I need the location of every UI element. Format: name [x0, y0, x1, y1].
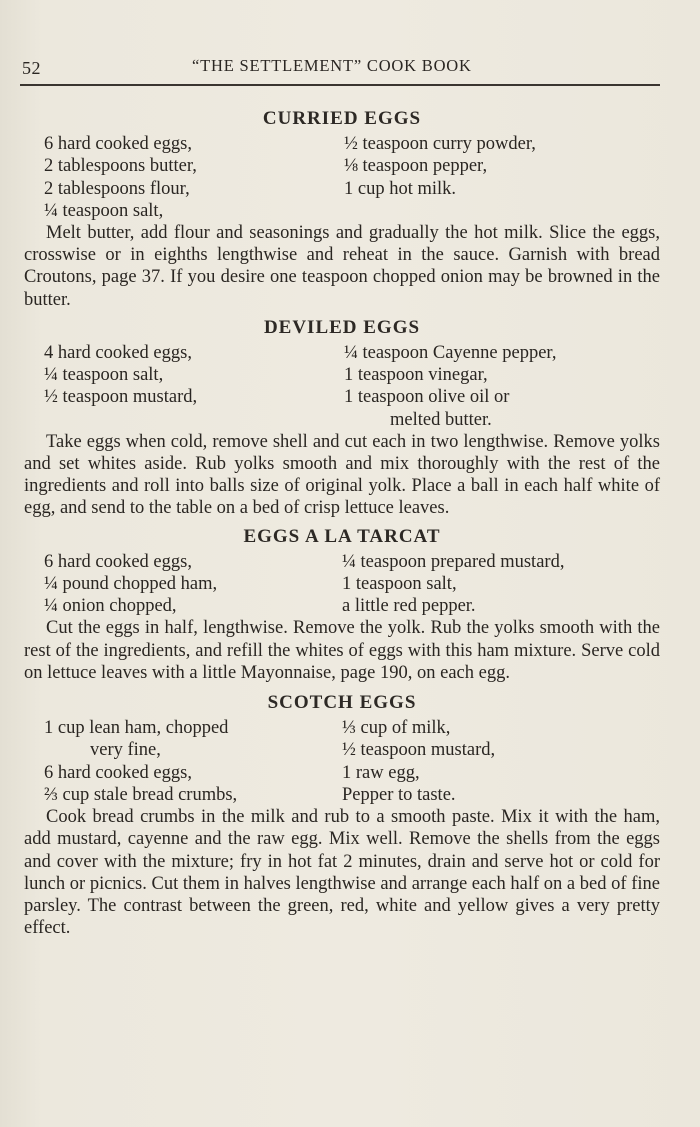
ingredient: melted butter.	[390, 409, 492, 430]
ingredient: 6 hard cooked eggs,	[44, 551, 192, 572]
recipe-eggs-a-la-tarcat	[24, 526, 660, 684]
page-header	[22, 54, 662, 80]
ingredient: 1 teaspoon vinegar,	[344, 365, 488, 386]
recipe-directions: Take eggs when cold, remove shell and cut each in two lengthwise. Remove yolks and set whites aside. Rub yolks smooth and mix thoroughly with the rest of the ingredients and roll into balls size of original yolk. Place a ball in each half white of egg, and send to the table on a bed of crisp lettuce leaves.	[24, 431, 660, 519]
ingredients-left	[24, 342, 344, 431]
ingredient: 2 tablespoons butter,	[44, 156, 197, 177]
ingredients-right	[342, 717, 660, 806]
recipe-directions: Cook bread crumbs in the milk and rub to a smooth paste. Mix it with the ham, add mustard, cayenne and the raw egg. Mix well. Remove the shells from the eggs and cover with the mixture; fry in hot fat 2 minutes, drain and serve hot or cold for lunch or picnics. Cut them in halves lengthwise and arrange each half on a bed of fine parsley. The contrast between the green, red, white and yellow gives a very pretty effect.	[24, 807, 660, 939]
ingredient: 1 cup lean ham, chopped	[44, 718, 229, 739]
ingredient: 6 hard cooked eggs,	[44, 762, 192, 783]
ingredient: ¼ teaspoon Cayenne pepper,	[344, 343, 557, 364]
ingredient: Pepper to taste.	[342, 784, 456, 805]
recipe-title: EGGS A LA TARCAT	[243, 525, 441, 547]
ingredient-list	[24, 717, 660, 806]
ingredient: ½ teaspoon curry powder,	[344, 134, 536, 155]
ingredients-left	[24, 551, 342, 618]
recipe-deviled-eggs	[24, 317, 660, 520]
page-number: 52	[22, 58, 41, 78]
ingredient: ½ teaspoon mustard,	[342, 740, 496, 761]
recipe-directions: Cut the eggs in half, lengthwise. Remove the yolk. Rub the yolks smooth with the rest of the ingredients, and refill the whites of eggs with this ham mixture. Serve cold on lettuce leaves with a little Mayonnaise, page 190, on each egg.	[24, 618, 660, 683]
recipe-directions: Melt butter, add flour and seasonings and gradually the hot milk. Slice the eggs, crosswise or in eighths lengthwise and reheat in the sauce. Garnish with bread Croutons, page 37. If you desire one teaspoon chopped onion may be browned in the butter.	[24, 223, 660, 310]
recipe-title: CURRIED EGGS	[262, 108, 422, 129]
recipe-title: SCOTCH EGGS	[267, 692, 417, 714]
running-head: “THE SETTLEMENT” COOK BOOK	[192, 56, 472, 75]
ingredient: 1 teaspoon olive oil or	[344, 387, 510, 408]
ingredient: ⅛ teaspoon pepper,	[344, 156, 488, 177]
ingredient: 2 tablespoons flour,	[44, 178, 190, 199]
recipe-scotch-eggs	[24, 692, 660, 939]
ingredient: ¼ teaspoon prepared mustard,	[342, 551, 565, 572]
header-rule	[20, 84, 660, 86]
ingredient: 1 cup hot milk.	[344, 178, 457, 199]
ingredient: ¼ onion chopped,	[44, 596, 177, 617]
ingredient: 6 hard cooked eggs,	[44, 134, 192, 155]
ingredient-list	[24, 133, 660, 222]
ingredient: ¼ pound chopped ham,	[44, 574, 218, 595]
ingredient: 4 hard cooked eggs,	[44, 343, 192, 364]
page-body	[24, 108, 660, 945]
ingredient: ½ teaspoon mustard,	[44, 387, 198, 408]
ingredient: ⅓ cup of milk,	[342, 718, 451, 739]
ingredient-list	[24, 342, 660, 431]
ingredients-left	[24, 133, 344, 222]
ingredient: ¼ teaspoon salt,	[44, 200, 164, 221]
ingredient: 1 raw egg,	[342, 762, 420, 783]
ingredient: ¼ teaspoon salt,	[44, 365, 164, 386]
ingredient-list	[24, 551, 660, 618]
ingredients-right	[342, 551, 660, 618]
ingredient: a little red pepper.	[342, 596, 476, 617]
ingredients-left	[24, 717, 342, 806]
recipe-title: DEVILED EGGS	[263, 316, 421, 338]
ingredient: very fine,	[90, 740, 161, 761]
recipe-curried-eggs	[24, 108, 660, 311]
ingredient: 1 teaspoon salt,	[342, 574, 457, 595]
ingredients-right	[344, 133, 660, 222]
ingredient: ⅔ cup stale bread crumbs,	[44, 784, 238, 805]
ingredients-right	[344, 342, 660, 431]
